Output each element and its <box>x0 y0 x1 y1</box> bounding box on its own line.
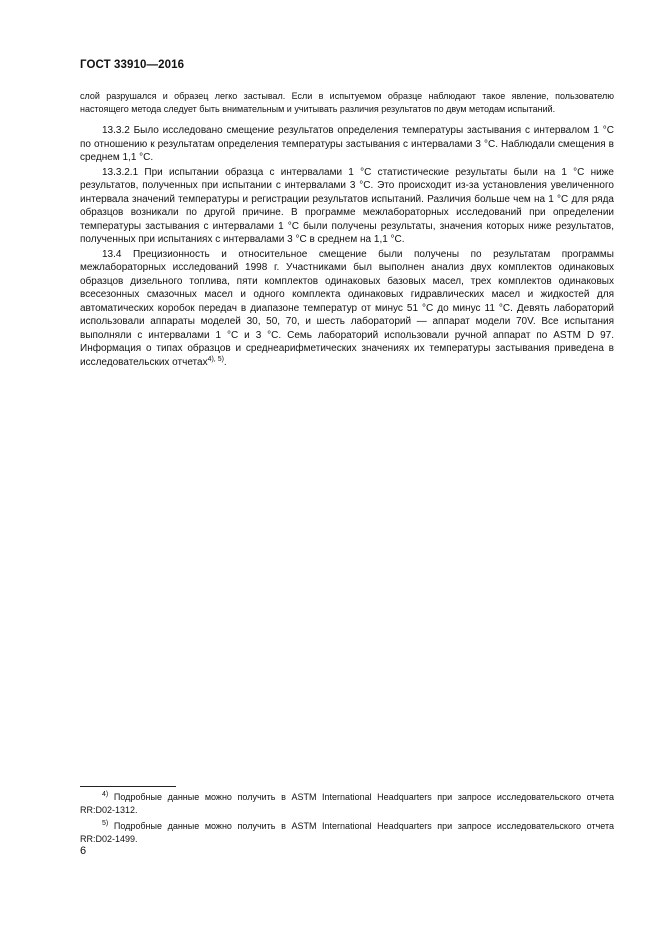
footnote-mark: 4) <box>102 791 109 798</box>
footnote-mark: 5) <box>102 820 109 827</box>
body-text <box>80 90 614 369</box>
paragraph-13-3-2-1: 13.3.2.1 При испытании образца с интервалами 1 °С статистические результаты были на 1 °С ниже результатов, полученных при испытании с интервалами 3 °С. Это происходит из-за установления увеличенного интервала значений температуры и регистрации результатов испытаний. Различия больше чем на 1 °С для ряда образцов возникали по другой причине. В программе межлабораторных исследований при определении температуры застывания с интервалами 1 °С были получены результаты, значения которых ниже результатов, полученных при испытаниях с интервалами 3 °С в среднем на 1,1 °С. <box>80 166 614 245</box>
paragraph-13-4-end: . <box>223 356 227 368</box>
footnote-reference: 4), 5) <box>207 355 224 363</box>
footnote-separator <box>80 786 176 787</box>
footnote-4 <box>80 791 614 816</box>
footnote-text: Подробные данные можно получить в ASTM International Headquarters при запросе исследовательского отчета RR:D02-1312. <box>80 792 614 815</box>
document-header: ГОСТ 33910—2016 <box>80 59 185 71</box>
footnote-text: Подробные данные можно получить в ASTM International Headquarters при запросе исследовательского отчета RR:D02-1499. <box>80 821 614 844</box>
paragraph-13-3-2: 13.3.2 Было исследовано смещение результатов определения температуры застывания с интервалом 1 °С по отношению к результатам определения температуры застывания с интервалами 3 °С. Наблюдали смещения в среднем 1,1 °С. <box>80 125 614 163</box>
paragraph-13-4 <box>80 248 614 370</box>
paragraph-continuation: слой разрушался и образец легко застывал. Если в испытуемом образце наблюдают такое явление, пользователю настоящего метода следует быть внимательным и учитывать различия результатов по двум методам испытаний. <box>80 91 614 114</box>
paragraph-13-4-text: 13.4 Прецизионность и относительное смещение были получены по результатам программы межлабораторных исследований 1998 г. Участниками был выполнен анализ двух комплектов одинаковых образцов дизельного топлива, пяти комплектов одинаковых базовых масел, трех комплектов одинаковых всесезонных смазочных масел и одного комплекта одинаковых гидравлических масел и жидкостей для автоматических коробок передач в диапазоне температур от минус 51 °С до минус 11 °С. Девять лабораторий использовали аппараты моделей 30, 50, 70, и шесть лабораторий — аппарат модели 70V. Все испытания выполняли с интервалами 1 °С и 3 °С. Семь лабораторий использовали ручной аппарат по ASTM D 97. Информация о типах образцов и среднеарифметических значениях их температуры застывания приведена в исследовательских отчетах <box>80 248 614 368</box>
footnote-5 <box>80 820 614 845</box>
footnotes <box>80 791 614 849</box>
page-number: 6 <box>80 845 87 857</box>
